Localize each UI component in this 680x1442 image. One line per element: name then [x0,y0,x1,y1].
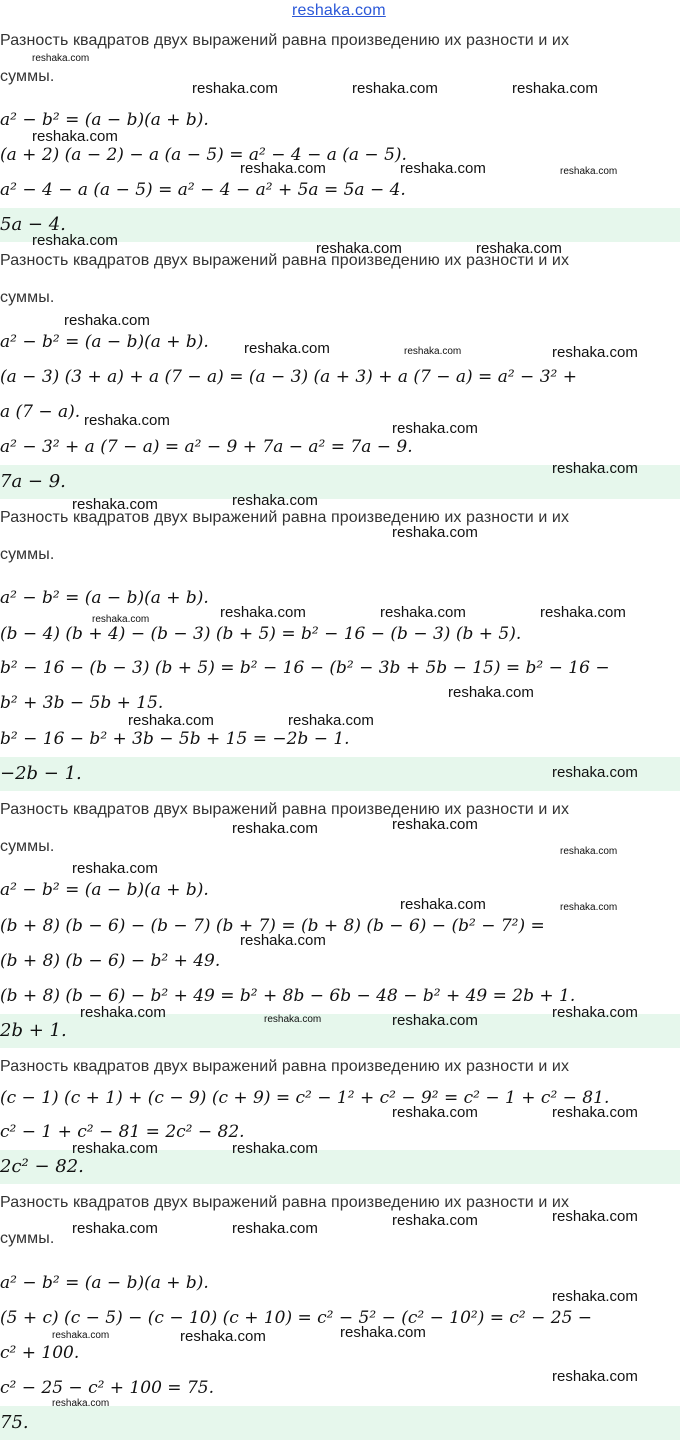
watermark: reshaka.com [240,160,326,177]
watermark: reshaka.com [352,80,438,97]
watermark: reshaka.com [540,604,626,621]
watermark: reshaka.com [560,166,618,177]
watermark: reshaka.com [340,1324,426,1341]
solution-line: a² − 4 − a (a − 5) = a² − 4 − a² + 5a = 5a − 4. [0,180,406,200]
watermark: reshaka.com [552,1004,638,1021]
answer: 7a − 9. [0,471,66,492]
watermark: reshaka.com [72,1220,158,1237]
watermark: reshaka.com [232,492,318,509]
answer-bar [0,1406,680,1440]
solution-line: (b + 8) (b − 6) − b² + 49 = b² + 8b − 6b − 48 − b² + 49 = 2b + 1. [0,986,576,1006]
watermark: reshaka.com [32,53,90,64]
solution-line: a² − 3² + a (7 − a) = a² − 9 + 7a − a² = 7a − 9. [0,437,413,457]
solution-line: (b + 8) (b − 6) − (b − 7) (b + 7) = (b + 8) (b − 6) − (b² − 7²) = [0,916,545,936]
watermark: reshaka.com [240,932,326,949]
watermark: reshaka.com [72,496,158,513]
watermark: reshaka.com [392,816,478,833]
watermark: reshaka.com [80,1004,166,1021]
watermark: reshaka.com [232,1140,318,1157]
watermark: reshaka.com [552,1208,638,1225]
formula: a² − b² = (a − b)(a + b). [0,110,209,130]
watermark: reshaka.com [232,820,318,837]
watermark: reshaka.com [552,1288,638,1305]
watermark: reshaka.com [392,420,478,437]
watermark: reshaka.com [128,712,214,729]
watermark: reshaka.com [560,902,618,913]
solution-line: (b + 8) (b − 6) − b² + 49. [0,951,221,971]
answer: 2c² − 82. [0,1156,84,1177]
watermark: reshaka.com [232,1220,318,1237]
watermark: reshaka.com [448,684,534,701]
watermark: reshaka.com [84,412,170,429]
watermark: reshaka.com [32,128,118,145]
watermark: reshaka.com [552,344,638,361]
watermark: reshaka.com [288,712,374,729]
rule-text: Разность квадратов двух выражений равна произведению их разности и их [0,32,570,49]
watermark: reshaka.com [92,614,150,625]
watermark: reshaka.com [392,1012,478,1029]
solution-line: c² − 25 − c² + 100 = 75. [0,1378,214,1398]
formula: a² − b² = (a − b)(a + b). [0,588,209,608]
solution-line: (c − 1) (c + 1) + (c − 9) (c + 9) = c² − 1² + c² − 9² = c² − 1 + c² − 81. [0,1088,610,1108]
watermark: reshaka.com [316,240,402,257]
answer: 5a − 4. [0,214,66,235]
formula: a² − b² = (a − b)(a + b). [0,332,209,352]
watermark: reshaka.com [392,524,478,541]
watermark: reshaka.com [220,604,306,621]
formula: a² − b² = (a − b)(a + b). [0,1273,209,1293]
answer: −2b − 1. [0,763,82,784]
watermark: reshaka.com [244,340,330,357]
watermark: reshaka.com [552,1104,638,1121]
solution-line: (b − 4) (b + 4) − (b − 3) (b + 5) = b² − 16 − (b − 3) (b + 5). [0,624,522,644]
solution-line: (a + 2) (a − 2) − a (a − 5) = a² − 4 − a (a − 5). [0,145,407,165]
rule-text: Разность квадратов двух выражений равна произведению их разности и их [0,509,570,526]
watermark: reshaka.com [64,312,150,329]
rule-text: суммы. [0,289,55,306]
watermark: reshaka.com [552,764,638,781]
watermark: reshaka.com [180,1328,266,1345]
solution-line: (5 + c) (c − 5) − (c − 10) (c + 10) = c² − 5² − (c² − 10²) = c² − 25 − [0,1308,593,1328]
answer: 2b + 1. [0,1020,67,1041]
formula: a² − b² = (a − b)(a + b). [0,880,209,900]
watermark: reshaka.com [264,1014,322,1025]
watermark: reshaka.com [400,160,486,177]
solution-line: c² + 100. [0,1343,80,1363]
solution-line: b² − 16 − b² + 3b − 5b + 15 = −2b − 1. [0,729,350,749]
rule-text: Разность квадратов двух выражений равна произведению их разности и их [0,252,570,269]
watermark: reshaka.com [380,604,466,621]
rule-text: Разность квадратов двух выражений равна произведению их разности и их [0,1058,570,1075]
rule-text: Разность квадратов двух выражений равна произведению их разности и их [0,1194,570,1211]
watermark: reshaka.com [392,1104,478,1121]
solution-line: a (7 − a). [0,402,81,422]
watermark: reshaka.com [476,240,562,257]
rule-text: суммы. [0,546,55,563]
watermark: reshaka.com [392,1212,478,1229]
watermark: reshaka.com [72,1140,158,1157]
rule-text: суммы. [0,1230,55,1247]
site-link[interactable]: reshaka.com [292,2,386,19]
watermark: reshaka.com [192,80,278,97]
watermark: reshaka.com [32,232,118,249]
watermark: reshaka.com [400,896,486,913]
rule-text: суммы. [0,68,55,85]
watermark: reshaka.com [552,460,638,477]
watermark: reshaka.com [72,860,158,877]
watermark: reshaka.com [404,346,462,357]
watermark: reshaka.com [560,846,618,857]
answer: 75. [0,1412,29,1433]
solution-line: b² − 16 − (b − 3) (b + 5) = b² − 16 − (b² − 3b + 5b − 15) = b² − 16 − [0,658,610,678]
solution-line: b² + 3b − 5b + 15. [0,693,164,713]
watermark: reshaka.com [52,1398,110,1409]
solution-line: (a − 3) (3 + a) + a (7 − a) = (a − 3) (a + 3) + a (7 − a) = a² − 3² + [0,367,577,387]
watermark: reshaka.com [512,80,598,97]
solution-line: c² − 1 + c² − 81 = 2c² − 82. [0,1122,245,1142]
watermark: reshaka.com [52,1330,110,1341]
rule-text: Разность квадратов двух выражений равна произведению их разности и их [0,801,570,818]
rule-text: суммы. [0,838,55,855]
watermark: reshaka.com [552,1368,638,1385]
